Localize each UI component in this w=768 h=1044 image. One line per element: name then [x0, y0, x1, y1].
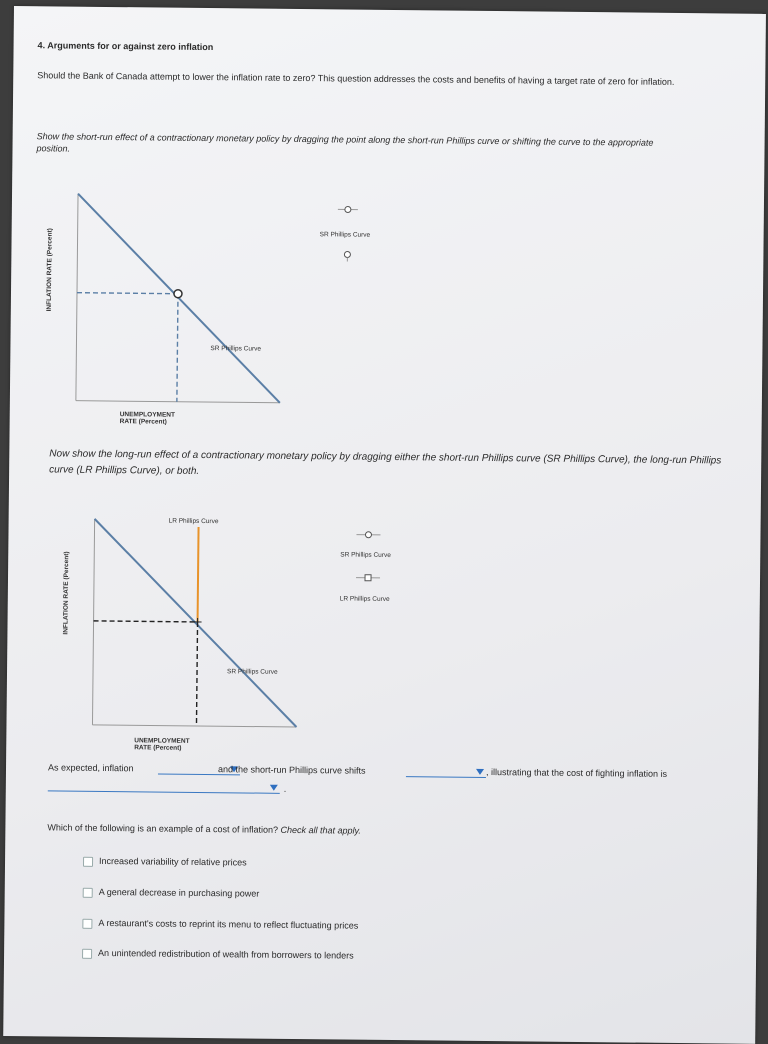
graph2-x-axis: [92, 725, 296, 727]
legend2-lr-handle[interactable]: [365, 575, 371, 581]
short-run-instruction: Show the short-run effect of a contractionary monetary policy by dragging the point along the short-run Phillips curve or shifting the curve to the appropriate position.: [36, 130, 676, 161]
cost-dropdown[interactable]: [48, 780, 280, 793]
fill-in-part2: and the short-run Phillips curve shifts: [218, 763, 366, 777]
option-checkbox[interactable]: [82, 949, 92, 959]
chevron-down-icon: [270, 785, 278, 791]
option-checkbox[interactable]: [83, 857, 93, 867]
graph1-y-axis-label: INFLATION RATE (Percent): [46, 228, 54, 311]
graph2-lr-curve-label: LR Phillips Curve: [169, 518, 219, 526]
graph1-legend-sr-label: SR Phillips Curve: [320, 231, 371, 239]
option-label: Increased variability of relative prices: [99, 856, 247, 868]
section-title: 4. Arguments for or against zero inflation: [38, 39, 214, 53]
option-checkbox[interactable]: [83, 888, 93, 898]
option-checkbox[interactable]: [82, 919, 92, 929]
graph2-legend-sr-label: SR Phillips Curve: [340, 551, 391, 559]
worksheet-page: [3, 6, 766, 1044]
chevron-down-icon: [476, 769, 484, 775]
option-label: An unintended redistribution of wealth from borrowers to lenders: [98, 948, 354, 961]
question-text: Which of the following is an example of a cost of inflation?: [47, 822, 278, 834]
fill-in-part3: , illustrating that the cost of fighting inflation is: [486, 766, 667, 780]
legend2-sr-handle[interactable]: [365, 532, 371, 538]
graph1-x-axis-label: UNEMPLOYMENT RATE (Percent): [120, 411, 175, 426]
question-hint: Check all that apply.: [280, 825, 360, 836]
graph2-y-axis: [92, 519, 94, 725]
graph2-x-axis-label: UNEMPLOYMENT RATE (Percent): [134, 737, 189, 752]
graph1-curve-label: SR Phillips Curve: [210, 345, 261, 353]
fill-in-part1: As expected, inflation: [48, 761, 134, 774]
graph2-lr-phillips-curve[interactable]: [198, 527, 199, 622]
graph2-legend-lr-label: LR Phillips Curve: [340, 595, 390, 603]
graph2-sr-phillips-curve[interactable]: [92, 519, 298, 727]
option-label: A general decrease in purchasing power: [99, 887, 260, 899]
graph2-y-axis-label: INFLATION RATE (Percent): [62, 551, 70, 634]
intro-text: Should the Bank of Canada attempt to lower the inflation rate to zero? This question addresses the costs and benefits of having a target rate of zero for inflation.: [37, 69, 697, 88]
curve-shift-dropdown[interactable]: [406, 766, 486, 778]
graph2-inflation-guide: [94, 621, 198, 622]
graph2-sr-curve-label: SR Phillips Curve: [227, 668, 278, 676]
question-prompt: [47, 821, 361, 836]
fill-in-end: .: [284, 783, 287, 795]
option-label: A restaurant's costs to reprint its menu to reflect fluctuating prices: [98, 918, 358, 931]
long-run-instruction: Now show the long-run effect of a contractionary monetary policy by dragging either the short-run Phillips curve (SR Phillips Curve), the long-run Phillips curve (LR Phillips Curve), or both.: [49, 446, 739, 485]
graph2-unemployment-guide: [196, 622, 197, 726]
